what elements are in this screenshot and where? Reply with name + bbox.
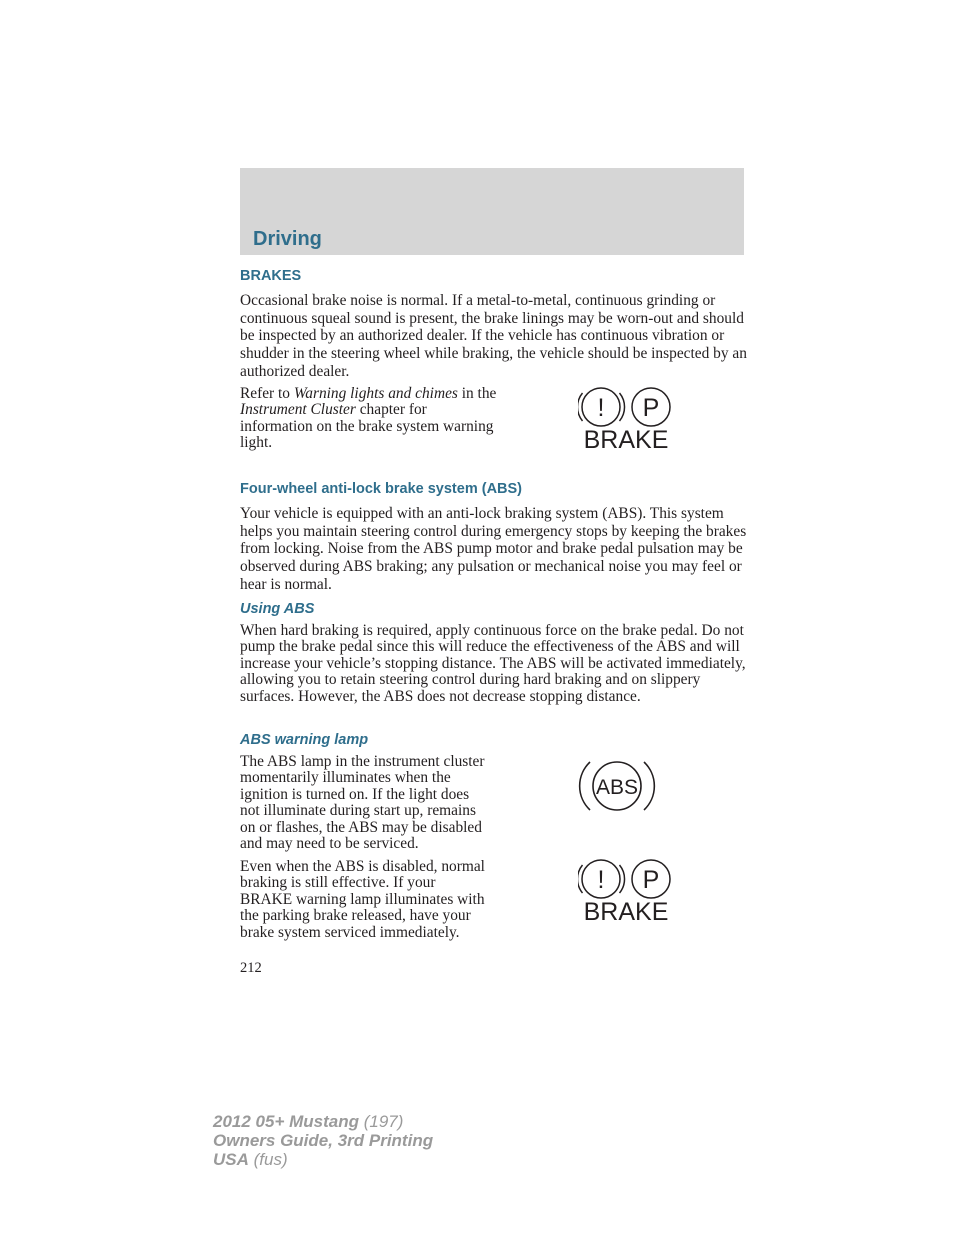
brake-warning-icon bbox=[578, 386, 674, 452]
abs-warning-lamp-heading: ABS warning lamp bbox=[240, 732, 369, 748]
abs-heading: Four-wheel anti-lock brake system (ABS) bbox=[240, 481, 523, 497]
section-title: Driving bbox=[253, 228, 322, 250]
brake-icon-label: BRAKE bbox=[583, 898, 669, 924]
footer-line-2 bbox=[213, 1131, 433, 1150]
footer-line-3 bbox=[213, 1150, 433, 1169]
footer-market-code: (fus) bbox=[248, 1150, 288, 1169]
abs-icon-label: ABS bbox=[595, 776, 639, 799]
section-header-band bbox=[240, 168, 744, 255]
abs-warning-icon bbox=[578, 756, 656, 816]
brakes-refer-paragraph bbox=[240, 386, 502, 452]
brakes-heading: BRAKES bbox=[240, 268, 302, 284]
brake-icon-label: BRAKE bbox=[583, 426, 669, 452]
brake-icon-exclaim: ! bbox=[597, 394, 605, 422]
instrument-cluster-reference: Instrument Cluster bbox=[240, 401, 356, 419]
footer-model-code: (197) bbox=[359, 1112, 404, 1131]
brake-icon-p: P bbox=[642, 866, 660, 894]
footer-guide: Owners Guide, 3rd Printing bbox=[213, 1131, 434, 1150]
refer-prefix: Refer to bbox=[240, 385, 294, 402]
page-number: 212 bbox=[240, 960, 262, 976]
brake-icon-p: P bbox=[642, 394, 660, 422]
abs-intro-paragraph: Your vehicle is equipped with an anti-lock braking system (ABS). This system helps you maintain steering control during emergency stops by keeping the brakes from locking. Noise from the ABS pump motor and brake pedal pulsation may be observed during ABS braking; any pulsation or mechanical noise you may feel or hear is normal. bbox=[240, 505, 747, 593]
refer-suffix: chapter for information on the brake system warning light. bbox=[240, 401, 494, 452]
abs-warning-lamp-paragraph: The ABS lamp in the instrument cluster momentarily illuminates when the ignition is turned on. If the light does not illuminate during start up, remains on or flashes, the ABS may be disabled and may need to be serviced. bbox=[240, 753, 485, 853]
using-abs-paragraph: When hard braking is required, apply continuous force on the brake pedal. Do not pump the brake pedal since this will reduce the effectiveness of the ABS and will increase your vehicle’s stopping distance. The ABS will be activated immediately, allowing you to retain steering control during hard braking and on slippery surfaces. However, the ABS does not decrease stopping distance. bbox=[240, 622, 746, 705]
brakes-intro-paragraph: Occasional brake noise is normal. If a metal-to-metal, continuous grinding or continuous squeal sound is present, the brake linings may be worn-out and should be inspected by an authorized dealer. If the vehicle has continuous vibration or shudder in the steering wheel while braking, the vehicle should be inspected by an authorized dealer. bbox=[240, 292, 747, 380]
document-footer bbox=[213, 1112, 433, 1169]
refer-mid: in the bbox=[457, 385, 497, 402]
abs-disabled-paragraph: Even when the ABS is disabled, normal braking is still effective. If your BRAKE warning lamp illuminates with the parking brake released, have your brake system serviced immediately. bbox=[240, 858, 485, 941]
brake-icon-exclaim: ! bbox=[597, 866, 605, 894]
footer-model: 2012 05+ Mustang bbox=[213, 1112, 359, 1131]
using-abs-heading: Using ABS bbox=[240, 601, 315, 617]
brake-warning-icon bbox=[578, 858, 674, 924]
footer-line-1 bbox=[213, 1112, 433, 1131]
footer-market: USA bbox=[213, 1150, 249, 1169]
warning-lights-chimes-reference: Warning lights and chimes bbox=[293, 385, 458, 402]
